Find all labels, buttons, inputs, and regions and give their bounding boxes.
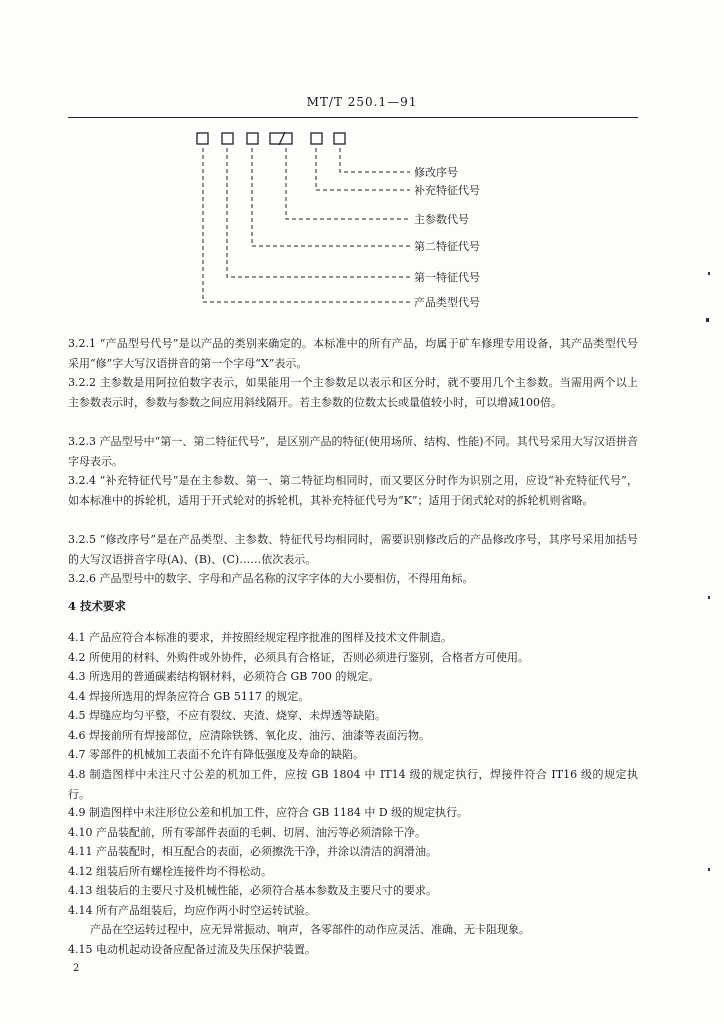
leader-second-feature: [252, 148, 410, 246]
scan-mark: [708, 596, 710, 599]
scan-mark: [706, 318, 709, 322]
clause-4-5: 4.5 焊缝应均匀平整，不应有裂纹、夹渣、烧穿、未焊透等缺陷。: [68, 709, 386, 722]
clause-3-2-5: 3.2.5 “修改序号”是在产品类型、主参数、特征代号均相同时，需要识别修改后的产品修改序号，其序号采用加括号的大写汉语拼音字母(A)、(B)、(C)……依次表示。: [68, 533, 638, 566]
leader-main-parameter: [286, 148, 410, 219]
code-box-second-feature: [247, 133, 258, 144]
leader-product-type: [203, 148, 410, 302]
model-code-diagram: [0, 0, 724, 320]
code-box-revision: [334, 133, 345, 144]
page-number: 2: [73, 963, 80, 974]
clause-4-14: 4.14 所有产品组装后，均应作两小时空运转试验。: [68, 904, 316, 917]
clause-4-10: 4.10 产品装配前，所有零部件表面的毛刺、切屑、油污等必须清除干净。: [68, 826, 426, 839]
code-box-supplement-feature: [311, 133, 322, 144]
clause-4-14-continuation: 产品在空运转过程中，应无异常振动、响声，各零部件的动作应灵活、准确、无卡阻现象。: [90, 923, 530, 936]
clause-3-2-1: 3.2.1 “产品型号代号”是以产品的类别来确定的。本标准中的所有产品，均属于矿车修理专用设备，其产品类型代号采用“修”字大写汉语拼音的第一个字母“X”表示。: [68, 337, 638, 370]
clause-4-4: 4.4 焊接所选用的焊条应符合 GB 5117 的规定。: [68, 690, 310, 703]
code-box-first-feature: [222, 133, 233, 144]
scan-mark: [708, 272, 710, 275]
clause-4-1: 4.1 产品应符合本标准的要求，并按照经规定程序批准的图样及技术文件制造。: [68, 631, 452, 644]
clause-4-12: 4.12 组装后所有螺栓连接件均不得松动。: [68, 865, 272, 878]
clause-3-2-6: 3.2.6 产品型号中的数字、字母和产品名称的汉字字体的大小要相仿，不得用角标。: [68, 572, 474, 585]
label-product-type-code: 产品类型代号: [414, 296, 480, 309]
clause-4-2: 4.2 所使用的材料、外购件或外协件，必须具有合格证，否则必须进行鉴别，合格者方可使用。: [68, 651, 529, 664]
clause-4-9: 4.9 制造图样中未注形位公差和机加工件，应符合 GB 1184 中 D 级的规定执行。: [68, 806, 469, 819]
label-first-feature-code: 第一特征代号: [414, 271, 480, 284]
label-main-parameter-code: 主参数代号: [414, 213, 469, 226]
leader-revision: [340, 148, 410, 172]
clause-4-3: 4.3 所选用的普通碳素结构钢材料，必须符合 GB 700 的规定。: [68, 670, 380, 683]
clause-3-2-3: 3.2.3 产品型号中“第一、第二特征代号”，是区别产品的特征(使用场所、结构、性能)不同。其代号采用大写汉语拼音字母表示。: [68, 435, 638, 468]
section-4-title: 4 技术要求: [68, 599, 127, 613]
scan-mark: [708, 868, 710, 871]
clause-4-11: 4.11 产品装配时，相互配合的表面，必须擦洗干净，并涂以清洁的润滑油。: [68, 845, 437, 858]
clause-4-15: 4.15 电动机起动设备应配备过流及失压保护装置。: [68, 943, 316, 956]
code-box-product-type: [197, 133, 208, 144]
clause-3-2-2: 3.2.2 主参数是用阿拉伯数字表示，如果能用一个主参数足以表示和区分时，就不要用几个主参数。当需用两个以上主参数表示时，参数与参数之间应用斜线隔开。若主参数的位数太长或量值较小时，可以增减100倍。: [68, 376, 638, 409]
clause-4-6: 4.6 焊接前所有焊接部位，应清除铁锈、氧化皮、油污、油漆等表面污物。: [68, 729, 430, 742]
header-standard-code: MT/T 250.1—91: [306, 95, 418, 109]
label-second-feature-code: 第二特征代号: [414, 240, 480, 253]
clause-3-2-4: 3.2.4 “补充特征代号”是在主参数、第一、第二特征均相同时，而又要区分时作为识别之用，应设“补充特征代号”，如本标准中的拆轮机，适用于开式轮对的拆轮机，其补充特征代号为“K”；适用于闭式轮对的拆轮机则省略。: [68, 474, 638, 507]
leader-supplement-feature: [316, 148, 410, 190]
clause-4-7: 4.7 零部件的机械加工表面不允许有降低强度及寿命的缺陷。: [68, 748, 364, 761]
clause-4-8: 4.8 制造图样中未注尺寸公差的机加工件，应按 GB 1804 中 IT14 级的规定执行，焊接件符合 IT16 级的规定执行。: [68, 768, 638, 801]
code-box-main-parameter-slash: [279, 132, 285, 145]
clause-4-13: 4.13 组装后的主要尺寸及机械性能，必须符合基本参数及主要尺寸的要求。: [68, 884, 437, 897]
leader-first-feature: [227, 148, 410, 277]
label-supplement-feature-code: 补充特征代号: [414, 184, 480, 197]
label-revision-number: 修改序号: [414, 166, 458, 179]
code-box-main-parameter: [270, 133, 292, 144]
